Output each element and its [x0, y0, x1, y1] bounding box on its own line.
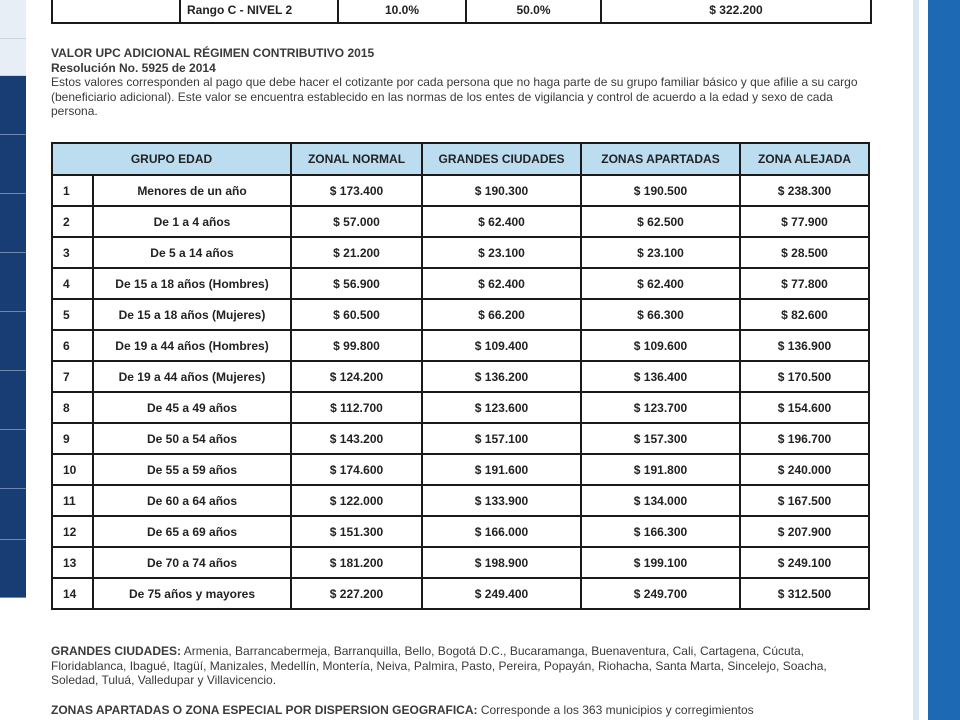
age-group: De 45 a 49 años — [93, 392, 291, 423]
value-grandes-ciudades: $ 123.600 — [422, 392, 581, 423]
value-zona-alejada: $ 238.300 — [740, 175, 869, 206]
table-row — [52, 423, 869, 454]
value-grandes-ciudades: $ 198.900 — [422, 547, 581, 578]
value-grandes-ciudades: $ 133.900 — [422, 485, 581, 516]
value-zona-alejada: $ 136.900 — [740, 330, 869, 361]
age-group: De 15 a 18 años (Hombres) — [93, 268, 291, 299]
value-zonal-normal: $ 174.600 — [291, 454, 422, 485]
grandes-ciudades-note — [51, 644, 871, 688]
value-grandes-ciudades: $ 109.400 — [422, 330, 581, 361]
value-zonas-apartadas: $ 249.700 — [581, 578, 740, 609]
value-zonas-apartadas: $ 199.100 — [581, 547, 740, 578]
row-number: 6 — [52, 330, 93, 361]
value-grandes-ciudades: $ 62.400 — [422, 268, 581, 299]
value-grandes-ciudades: $ 66.200 — [422, 299, 581, 330]
table-row — [52, 268, 869, 299]
value-zonas-apartadas: $ 190.500 — [581, 175, 740, 206]
sidebar-item[interactable] — [0, 540, 26, 598]
age-group: De 15 a 18 años (Mujeres) — [93, 299, 291, 330]
table-row — [52, 578, 869, 609]
value-zonal-normal: $ 21.200 — [291, 237, 422, 268]
table-row — [52, 485, 869, 516]
row-number: 9 — [52, 423, 93, 454]
value-zonal-normal: $ 60.500 — [291, 299, 422, 330]
left-sidebar — [0, 0, 26, 597]
value-grandes-ciudades: $ 249.400 — [422, 578, 581, 609]
header-zona-alejada: ZONA ALEJADA — [740, 143, 869, 175]
value-zona-alejada: $ 312.500 — [740, 578, 869, 609]
value-zona-alejada: $ 240.000 — [740, 454, 869, 485]
value-zonal-normal: $ 112.700 — [291, 392, 422, 423]
age-group: De 1 a 4 años — [93, 206, 291, 237]
value-zonal-normal: $ 99.800 — [291, 330, 422, 361]
value-zonal-normal: $ 151.300 — [291, 516, 422, 547]
table-row — [52, 392, 869, 423]
age-group: De 75 años y mayores — [93, 578, 291, 609]
header-zonal-normal: ZONAL NORMAL — [291, 143, 422, 175]
row-number: 11 — [52, 485, 93, 516]
value-grandes-ciudades: $ 166.000 — [422, 516, 581, 547]
table-body — [52, 175, 869, 609]
sidebar-item[interactable] — [0, 76, 26, 135]
value-zona-alejada: $ 167.500 — [740, 485, 869, 516]
table-cell — [52, 0, 180, 23]
age-group: De 19 a 44 años (Hombres) — [93, 330, 291, 361]
upc-table — [51, 142, 870, 610]
row-number: 12 — [52, 516, 93, 547]
table-cell: 50.0% — [466, 0, 601, 23]
value-zonal-normal: $ 57.000 — [291, 206, 422, 237]
sidebar-item[interactable] — [0, 489, 26, 540]
zonas-apartadas-note — [51, 703, 871, 718]
section-heading — [51, 46, 881, 119]
age-group: De 55 a 59 años — [93, 454, 291, 485]
value-zonas-apartadas: $ 136.400 — [581, 361, 740, 392]
value-zonas-apartadas: $ 166.300 — [581, 516, 740, 547]
table-row — [52, 299, 869, 330]
table-row — [52, 237, 869, 268]
age-group: De 65 a 69 años — [93, 516, 291, 547]
value-zonal-normal: $ 122.000 — [291, 485, 422, 516]
value-zonas-apartadas: $ 157.300 — [581, 423, 740, 454]
row-number: 3 — [52, 237, 93, 268]
zonas-apartadas-text: Corresponde a los 363 municipios y corregimientos — [480, 703, 754, 717]
age-group: De 70 a 74 años — [93, 547, 291, 578]
age-group: De 19 a 44 años (Mujeres) — [93, 361, 291, 392]
value-grandes-ciudades: $ 62.400 — [422, 206, 581, 237]
value-zona-alejada: $ 170.500 — [740, 361, 869, 392]
value-grandes-ciudades: $ 191.600 — [422, 454, 581, 485]
row-number: 8 — [52, 392, 93, 423]
value-grandes-ciudades: $ 190.300 — [422, 175, 581, 206]
section-title: VALOR UPC ADICIONAL RÉGIMEN CONTRIBUTIVO 2015 — [51, 46, 375, 60]
row-number: 14 — [52, 578, 93, 609]
value-zonal-normal: $ 227.200 — [291, 578, 422, 609]
zonas-apartadas-label: ZONAS APARTADAS O ZONA ESPECIAL POR DISPERSION GEOGRAFICA: — [51, 703, 478, 717]
sidebar-item[interactable] — [0, 0, 26, 39]
table-cell: $ 322.200 — [601, 0, 871, 23]
value-zonal-normal: $ 56.900 — [291, 268, 422, 299]
row-number: 10 — [52, 454, 93, 485]
previous-table — [51, 0, 872, 24]
sidebar-item[interactable] — [0, 135, 26, 194]
value-zona-alejada: $ 196.700 — [740, 423, 869, 454]
resolution-subtitle: Resolución No. 5925 de 2014 — [51, 60, 216, 75]
value-grandes-ciudades: $ 23.100 — [422, 237, 581, 268]
value-zonal-normal: $ 173.400 — [291, 175, 422, 206]
header-grandes-ciudades: GRANDES CIUDADES — [422, 143, 581, 175]
row-number: 1 — [52, 175, 93, 206]
row-number: 5 — [52, 299, 93, 330]
age-group: De 5 a 14 años — [93, 237, 291, 268]
row-number: 4 — [52, 268, 93, 299]
sidebar-item[interactable] — [0, 371, 26, 430]
table-cell: 10.0% — [338, 0, 466, 23]
table-row — [52, 330, 869, 361]
scroll-track — [913, 0, 919, 720]
value-zonas-apartadas: $ 66.300 — [581, 299, 740, 330]
value-zonas-apartadas: $ 191.800 — [581, 454, 740, 485]
header-grupo-edad: GRUPO EDAD — [52, 143, 291, 175]
age-group: De 60 a 64 años — [93, 485, 291, 516]
table-row — [52, 516, 869, 547]
value-zonal-normal: $ 124.200 — [291, 361, 422, 392]
sidebar-item[interactable] — [0, 253, 26, 312]
grandes-ciudades-text: Armenia, Barrancabermeja, Barranquilla, Bello, Bogotá D.C., Bucaramanga, Buenaventura, Cali, Cartagena, Cúcuta, Floridablanca, Ibagué, Itagüí, Manizales, Medellín, Montería, Neiva, Palmira, Pasto, Pereira, Popayán, Riohacha, Santa Marta, Sincelejo, Soacha, Soledad, Tuluá, Valledupar y Villavicencio. — [51, 644, 827, 687]
table-row — [52, 361, 869, 392]
table-row — [52, 547, 869, 578]
value-zonas-apartadas: $ 134.000 — [581, 485, 740, 516]
sidebar-item[interactable] — [0, 430, 26, 489]
value-zonal-normal: $ 181.200 — [291, 547, 422, 578]
sidebar-item[interactable] — [0, 194, 26, 253]
table-header-row — [52, 143, 869, 175]
sidebar-item[interactable] — [0, 39, 26, 76]
value-grandes-ciudades: $ 157.100 — [422, 423, 581, 454]
value-zona-alejada: $ 77.800 — [740, 268, 869, 299]
value-zonas-apartadas: $ 123.700 — [581, 392, 740, 423]
value-zonas-apartadas: $ 23.100 — [581, 237, 740, 268]
value-zonal-normal: $ 143.200 — [291, 423, 422, 454]
section-description: Estos valores corresponden al pago que debe hacer el cotizante por cada persona que no haga parte de su grupo familiar básico y que afilie a su cargo (beneficiario adicional). Este valor se encuentra establecido en las normas de los entes de vigilancia y control de acuerdo a la edad y sexo de cada persona. — [51, 75, 858, 118]
table-row — [52, 454, 869, 485]
value-zona-alejada: $ 154.600 — [740, 392, 869, 423]
table-row — [52, 206, 869, 237]
table-row — [52, 0, 871, 23]
value-zonas-apartadas: $ 62.400 — [581, 268, 740, 299]
table-row — [52, 175, 869, 206]
value-zonas-apartadas: $ 109.600 — [581, 330, 740, 361]
table-cell: Rango C - NIVEL 2 — [180, 0, 338, 23]
grandes-ciudades-label: GRANDES CIUDADES: — [51, 644, 182, 658]
row-number: 7 — [52, 361, 93, 392]
value-zona-alejada: $ 28.500 — [740, 237, 869, 268]
sidebar-item[interactable] — [0, 312, 26, 371]
value-zonas-apartadas: $ 62.500 — [581, 206, 740, 237]
value-zona-alejada: $ 82.600 — [740, 299, 869, 330]
age-group: De 50 a 54 años — [93, 423, 291, 454]
value-zona-alejada: $ 207.900 — [740, 516, 869, 547]
right-side-bar — [928, 0, 960, 720]
row-number: 2 — [52, 206, 93, 237]
row-number: 13 — [52, 547, 93, 578]
age-group: Menores de un año — [93, 175, 291, 206]
value-grandes-ciudades: $ 136.200 — [422, 361, 581, 392]
value-zona-alejada: $ 249.100 — [740, 547, 869, 578]
header-zonas-apartadas: ZONAS APARTADAS — [581, 143, 740, 175]
value-zona-alejada: $ 77.900 — [740, 206, 869, 237]
